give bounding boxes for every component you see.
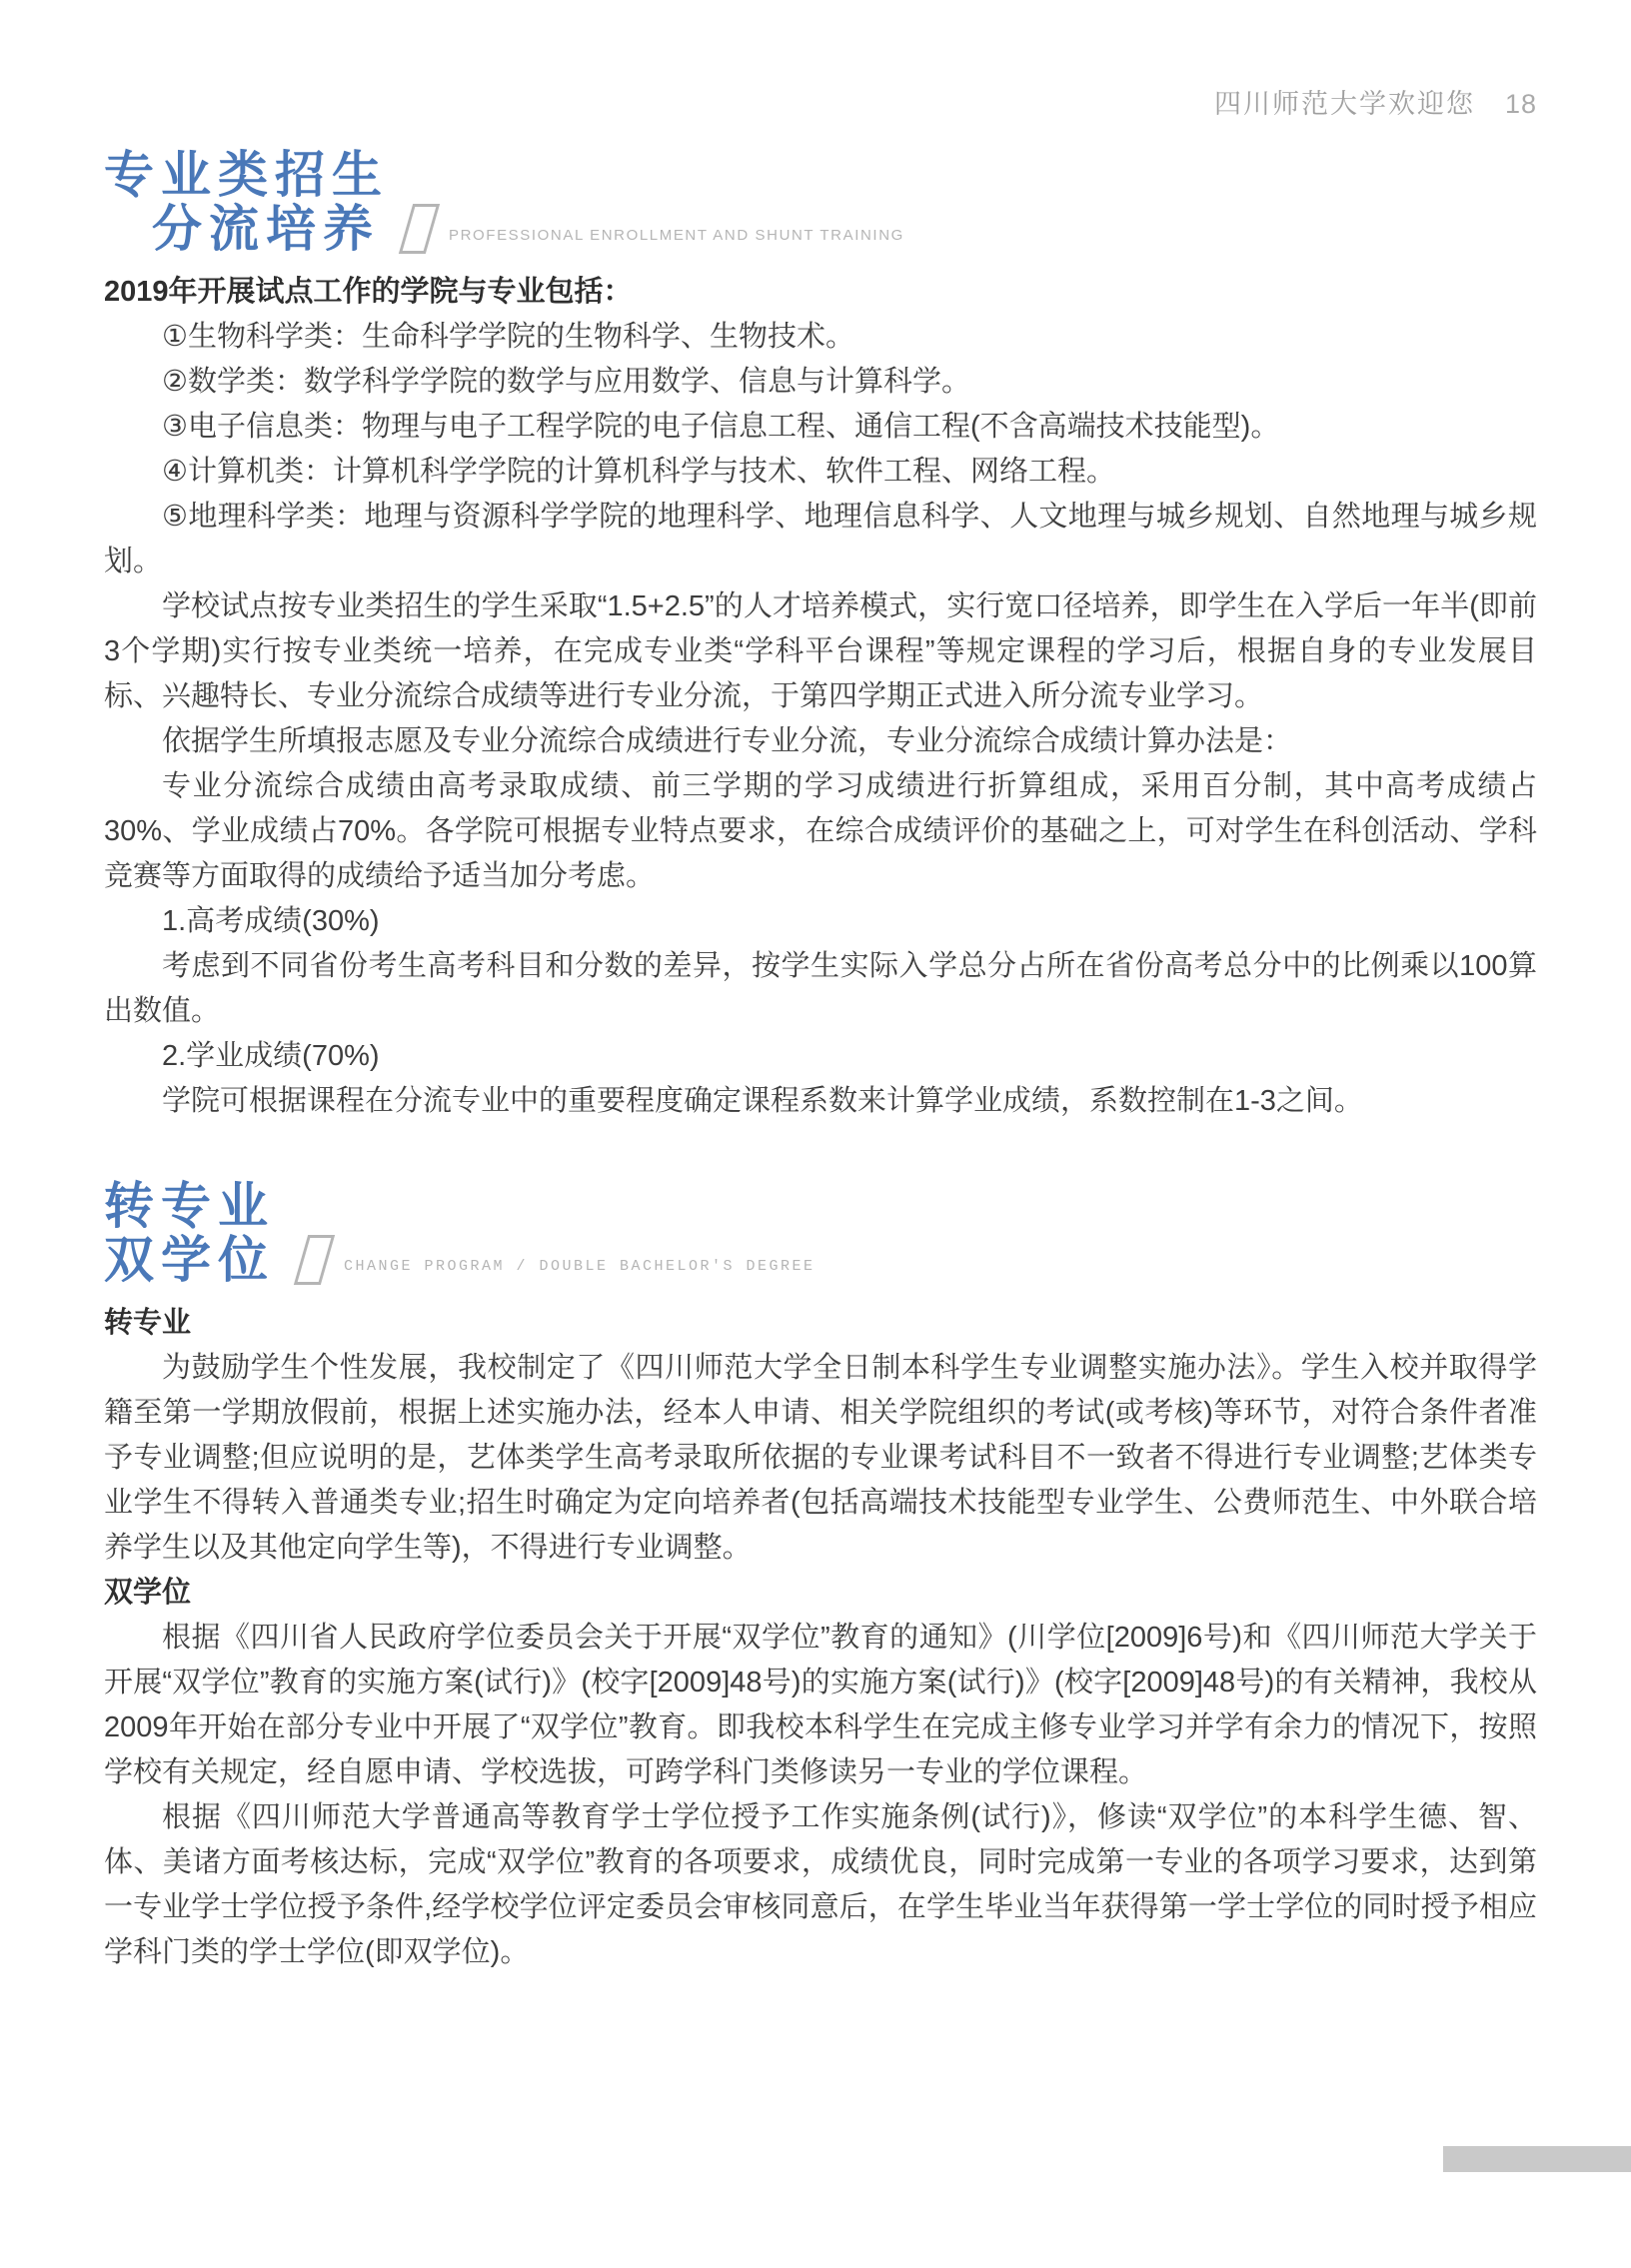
section2-title-line1: 转专业 xyxy=(104,1178,275,1234)
section1-title-line1: 专业类招生 xyxy=(104,147,389,203)
section2-title-line2: 双学位 xyxy=(104,1232,275,1288)
section1-paragraph: 学院可根据课程在分流专业中的重要程度确定课程系数来计算学业成绩，系数控制在1-3之间。 xyxy=(162,1085,1363,1117)
list-item-4: ④计算机类：计算机科学学院的计算机科学与技术、软件工程、网络工程。 xyxy=(162,456,1115,488)
section1-body xyxy=(104,270,1537,1124)
section1-paragraph: 专业分流综合成绩由高考录取成绩、前三学期的学习成绩进行折算组成，采用百分制，其中高考成绩占30%、学业成绩占70%。各学院可根据专业特点要求，在综合成绩评价的基础之上，可对学生在科创活动、学科竞赛等方面取得的成绩给予适当加分考虑。 xyxy=(104,770,1537,892)
double-degree-paragraph: 根据《四川师范大学普通高等教育学士学位授予工作实施条例(试行)》，修读“双学位”的本科学生德、智、体、美诸方面考核达标，完成“双学位”教育的各项要求，成绩优良，同时完成第一专业的各项学习要求，达到第一专业学士学位授予条件,经学校学位评定委员会审核同意后，在学生毕业当年获得第一学士学位的同时授予相应学科门类的学士学位(即双学位)。 xyxy=(104,1801,1537,1968)
section2-body xyxy=(104,1301,1537,1975)
list-item-2: ②数学类：数学科学学院的数学与应用数学、信息与计算科学。 xyxy=(162,366,970,398)
section1-subtitle-en: PROFESSIONAL ENROLLMENT AND SHUNT TRAINING xyxy=(449,227,904,244)
section1-paragraph: 学校试点按专业类招生的学生采取“1.5+2.5”的人才培养模式，实行宽口径培养，即学生在入学后一年半(即前3个学期)实行按专业类统一培养，在完成专业类“学科平台课程”等规定课程的学习后，根据自身的专业发展目标、兴趣特长、专业分流综合成绩等进行专业分流，于第四学期正式进入所分流专业学习。 xyxy=(104,590,1537,712)
list-item-3: ③电子信息类：物理与电子工程学院的电子信息工程、通信工程(不含高端技术技能型)。 xyxy=(162,411,1280,443)
header-title: 四川师范大学欢迎您 xyxy=(1213,89,1475,119)
page-header xyxy=(1214,82,1537,121)
section1-paragraph: 1.高考成绩(30%) xyxy=(162,905,380,937)
parallelogram-icon xyxy=(399,204,440,254)
transfer-major-heading: 转专业 xyxy=(104,1307,192,1339)
section2-title-block xyxy=(104,1179,816,1287)
list-item-1: ①生物科学类：生命科学学院的生物科学、生物技术。 xyxy=(162,321,854,353)
double-degree-heading: 双学位 xyxy=(104,1577,192,1609)
list-item-5: ⑤地理科学类：地理与资源科学学院的地理科学、地理信息科学、人文地理与城乡规划、自然地理与城乡规划。 xyxy=(104,501,1537,577)
section1-title-block xyxy=(104,148,904,256)
double-degree-paragraph: 根据《四川省人民政府学位委员会关于开展“双学位”教育的通知》(川学位[2009]6号)和《四川师范大学关于开展“双学位”教育的实施方案(试行)》(校字[2009]48号)的实施方案(试行)》(校字[2009]48号)的有关精神，我校从2009年开始在部分专业中开展了“双学位”教育。即我校本科学生在完成主修专业学习并学有余力的情况下，按照学校有关规定，经自愿申请、学校选拔，可跨学科门类修读另一专业的学位课程。 xyxy=(104,1622,1537,1788)
parallelogram-icon xyxy=(294,1235,335,1285)
transfer-major-paragraph: 为鼓励学生个性发展，我校制定了《四川师范大学全日制本科学生专业调整实施办法》。学生入校并取得学籍至第一学期放假前，根据上述实施办法，经本人申请、相关学院组织的考试(或考核)等环节，对符合条件者准予专业调整;但应说明的是，艺体类学生高考录取所依据的专业课考试科目不一致者不得进行专业调整;艺体类专业学生不得转入普通类专业;招生时确定为定向培养者(包括高端技术技能型专业学生、公费师范生、中外联合培养学生以及其他定向学生等)，不得进行专业调整。 xyxy=(104,1352,1537,1564)
section1-title-row2 xyxy=(104,202,904,256)
bottom-right-bar xyxy=(1443,2146,1631,2172)
section1-paragraph: 2.学业成绩(70%) xyxy=(162,1040,380,1072)
section1-paragraph: 依据学生所填报志愿及专业分流综合成绩进行专业分流，专业分流综合成绩计算办法是： xyxy=(162,725,1293,757)
section1-paragraph: 考虑到不同省份考生高考科目和分数的差异，按学生实际入学总分占所在省份高考总分中的比例乘以100算出数值。 xyxy=(104,950,1537,1027)
section2-title-row2 xyxy=(104,1233,816,1287)
page-number: 18 xyxy=(1504,89,1537,119)
section1-title-line2: 分流培养 xyxy=(152,201,380,257)
section1-lead: 2019年开展试点工作的学院与专业包括： xyxy=(104,276,633,308)
section2-subtitle-en: CHANGE PROGRAM / DOUBLE BACHELOR'S DEGREE xyxy=(344,1258,816,1275)
